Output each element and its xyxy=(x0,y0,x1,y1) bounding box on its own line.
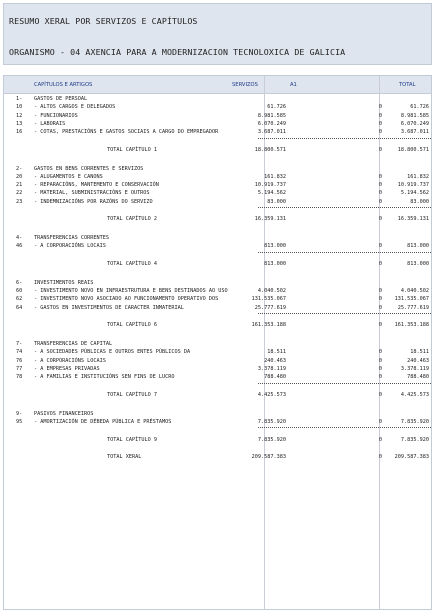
article-code: 62 xyxy=(16,296,23,303)
total-value: 161.832 xyxy=(407,173,429,180)
grand-total-label: TOTAL XERAL xyxy=(107,454,142,461)
report-header xyxy=(3,3,432,65)
servizo-value: 0 xyxy=(378,322,382,329)
article-code: 64 xyxy=(16,304,23,311)
report-title: RESUMO XERAL POR SERVIZOS E CAPÍTULOS xyxy=(9,16,198,26)
a1-value: 61.726 xyxy=(267,104,286,111)
chapter-label: GASTOS DE PERSOAL xyxy=(34,96,88,102)
article-label: - LABORAIS xyxy=(34,120,66,127)
chapter-label: INVESTIMENTOS REAIS xyxy=(34,279,94,286)
a1-value: 161.832 xyxy=(264,173,286,180)
servizo-value: 0 xyxy=(378,120,382,127)
servizo-value: 0 xyxy=(378,146,382,153)
total-value: 813.000 xyxy=(407,243,429,250)
article-code: 46 xyxy=(16,243,23,250)
a1-value: 8.981.585 xyxy=(257,112,286,119)
total-value: 240.463 xyxy=(407,357,429,364)
chapter-total-label: TOTAL CAPÍTULO 7 xyxy=(107,391,157,398)
article-code: 16 xyxy=(16,129,23,135)
servizo-value: 0 xyxy=(378,296,382,303)
total-value: 18.511 xyxy=(410,349,429,356)
subtotal-separator xyxy=(258,313,431,314)
article-label: - A CORPORACIÓNS LOCAIS xyxy=(34,243,106,250)
a1-value: 3.687.011 xyxy=(257,129,286,135)
article-label: - MATERIAL, SUBMINISTRACIÓNS E OUTROS xyxy=(34,190,150,197)
chapter-total-label: TOTAL CAPÍTULO 4 xyxy=(107,261,157,267)
total-value: 25.777.619 xyxy=(397,304,429,311)
a1-value: 240.463 xyxy=(264,357,286,364)
article-label: - AMORTIZACIÓN DE DÉBEDA PÚBLICA E PRÉSTAMOS xyxy=(34,418,172,425)
total-value: 5.194.562 xyxy=(400,190,429,197)
a1-value: 18.800.571 xyxy=(254,146,286,153)
servizo-value: 0 xyxy=(378,129,382,135)
servizo-value: 0 xyxy=(378,374,382,380)
article-label: - INDEMNIZACIÓNS POR RAZÓNS DO SERVIZO xyxy=(34,198,153,205)
total-value: 3.687.011 xyxy=(400,129,429,135)
a1-value: 7.835.920 xyxy=(257,418,286,425)
a1-value: 4.425.573 xyxy=(257,391,286,398)
servizo-value: 0 xyxy=(378,190,382,197)
article-code: 10 xyxy=(16,104,23,111)
table-header xyxy=(4,76,431,94)
total-value: 6.070.249 xyxy=(400,120,429,127)
article-code: 60 xyxy=(16,288,23,294)
a1-value: 813.000 xyxy=(264,243,286,250)
chapter-code: 6- xyxy=(16,279,23,286)
a1-value: 16.359.131 xyxy=(254,216,286,223)
total-value: 83.000 xyxy=(410,198,429,205)
article-code: 12 xyxy=(16,112,23,119)
a1-value: 7.835.920 xyxy=(257,436,286,443)
article-code: 77 xyxy=(16,365,23,372)
article-label: - ALTOS CARGOS E DELEGADOS xyxy=(34,104,116,111)
total-value: 131.535.067 xyxy=(394,296,429,303)
article-label: - INVESTIMENTO NOVO EN INFRAESTRUTURA E BENS DESTINADOS AO USO xyxy=(34,288,228,294)
servizo-value: 0 xyxy=(378,261,382,267)
a1-value: 5.194.562 xyxy=(257,190,286,197)
servizo-value: 0 xyxy=(378,173,382,180)
a1-value: 83.000 xyxy=(267,198,286,205)
article-code: 78 xyxy=(16,374,23,380)
chapter-label: TRANSFERENCIAS DE CAPITAL xyxy=(34,341,113,347)
a1-value: 161.353.188 xyxy=(251,322,286,329)
total-value: 61.726 xyxy=(410,104,429,111)
a1-value: 6.070.249 xyxy=(257,120,286,127)
article-label: - GASTOS EN INVESTIMENTOS DE CARACTER INMATERIAL xyxy=(34,304,184,311)
a1-value: 3.378.119 xyxy=(257,365,286,372)
servizo-value: 0 xyxy=(378,454,382,461)
article-code: 74 xyxy=(16,349,23,356)
servizo-value: 0 xyxy=(378,349,382,356)
servizo-value: 0 xyxy=(378,418,382,425)
article-label: - COTAS, PRESTACIÓNS E GASTOS SOCIAIS A CARGO DO EMPREGADOR xyxy=(34,129,219,135)
chapter-label: TRANSFERENCIAS CORRENTES xyxy=(34,235,109,241)
chapter-code: 9- xyxy=(16,410,23,417)
article-code: 20 xyxy=(16,173,23,180)
total-value: 7.835.920 xyxy=(400,436,429,443)
article-code: 22 xyxy=(16,190,23,197)
budget-table xyxy=(3,75,432,610)
a1-value: 18.511 xyxy=(267,349,286,356)
servizo-value: 0 xyxy=(378,304,382,311)
subtotal-separator xyxy=(258,252,431,253)
article-label: - FUNCIONARIOS xyxy=(34,112,78,119)
article-label: - A FAMILIAS E INSTITUCIÓNS SEN FINS DE LUCRO xyxy=(34,374,175,380)
chapter-total-label: TOTAL CAPÍTULO 2 xyxy=(107,216,157,223)
subtotal-separator xyxy=(258,383,431,384)
total-value: 18.800.571 xyxy=(397,146,429,153)
total-value: 4.425.573 xyxy=(400,391,429,398)
article-label: - A EMPRESAS PRIVADAS xyxy=(34,365,100,372)
total-value: 4.040.502 xyxy=(400,288,429,294)
chapter-label: GASTOS EN BENS CORRENTES E SERVIZOS xyxy=(34,165,144,172)
total-value: 10.919.737 xyxy=(397,182,429,188)
chapter-total-label: TOTAL CAPÍTULO 1 xyxy=(107,146,157,153)
total-value: 813.000 xyxy=(407,261,429,267)
servizo-value: 0 xyxy=(378,391,382,398)
total-value: 8.981.585 xyxy=(400,112,429,119)
a1-value: 788.480 xyxy=(264,374,286,380)
a1-value: 209.587.383 xyxy=(251,454,286,461)
total-value: 7.835.920 xyxy=(400,418,429,425)
total-value: 161.353.188 xyxy=(394,322,429,329)
servizo-value: 0 xyxy=(378,104,382,111)
article-code: 13 xyxy=(16,120,23,127)
a1-value: 10.919.737 xyxy=(254,182,286,188)
chapter-label: PASIVOS FINANCEIROS xyxy=(34,410,94,417)
total-value: 3.378.119 xyxy=(400,365,429,372)
chapter-total-label: TOTAL CAPÍTULO 6 xyxy=(107,322,157,329)
total-value: 209.587.383 xyxy=(394,454,429,461)
chapter-code: 2- xyxy=(16,165,23,172)
chapter-total-label: TOTAL CAPÍTULO 9 xyxy=(107,436,157,443)
total-value: 788.480 xyxy=(407,374,429,380)
servizo-value: 0 xyxy=(378,216,382,223)
servizo-value: 0 xyxy=(378,198,382,205)
article-code: 21 xyxy=(16,182,23,188)
article-label: - A CORPORACIÓNS LOCAIS xyxy=(34,357,106,364)
article-code: 76 xyxy=(16,357,23,364)
article-label: - REPARACIÓNS, MANTEMENTO E CONSERVACIÓN xyxy=(34,182,159,188)
servizo-value: 0 xyxy=(378,112,382,119)
servizo-value: 0 xyxy=(378,288,382,294)
a1-value: 4.040.502 xyxy=(257,288,286,294)
subtotal-separator xyxy=(258,138,431,139)
a1-value: 813.000 xyxy=(264,261,286,267)
chapter-code: 1- xyxy=(16,96,23,102)
column-header-servizos: SERVIZOS xyxy=(232,82,258,88)
servizo-value: 0 xyxy=(378,243,382,250)
article-label: - ALUGAMENTOS E CANONS xyxy=(34,173,103,180)
chapter-code: 4- xyxy=(16,235,23,241)
column-divider xyxy=(379,76,380,609)
total-value: 16.359.131 xyxy=(397,216,429,223)
servizo-value: 0 xyxy=(378,357,382,364)
a1-value: 131.535.067 xyxy=(251,296,286,303)
servizo-value: 0 xyxy=(378,182,382,188)
servizo-value: 0 xyxy=(378,436,382,443)
report-subtitle: ORGANISMO - 04 AXENCIA PARA A MODERNIZACION TECNOLOXICA DE GALICIA xyxy=(9,47,346,57)
subtotal-separator xyxy=(258,207,431,208)
a1-value: 25.777.619 xyxy=(254,304,286,311)
article-code: 95 xyxy=(16,418,23,425)
column-header-capitulos: CAPÍTULOS E ARTIGOS xyxy=(34,82,93,88)
column-divider xyxy=(264,76,265,609)
column-header-a1: A1 xyxy=(290,82,297,88)
article-code: 23 xyxy=(16,198,23,205)
chapter-code: 7- xyxy=(16,341,23,347)
servizo-value: 0 xyxy=(378,365,382,372)
article-label: - A SOCIEDADES PÚBLICAS E OUTROS ENTES PÚBLICOS DA xyxy=(34,349,191,356)
column-header-total: TOTAL xyxy=(399,82,416,88)
subtotal-separator xyxy=(258,427,431,428)
article-label: - INVESTIMENTO NOVO ASOCIADO AO FUNCIONAMENTO OPERATIVO DOS xyxy=(34,296,219,303)
